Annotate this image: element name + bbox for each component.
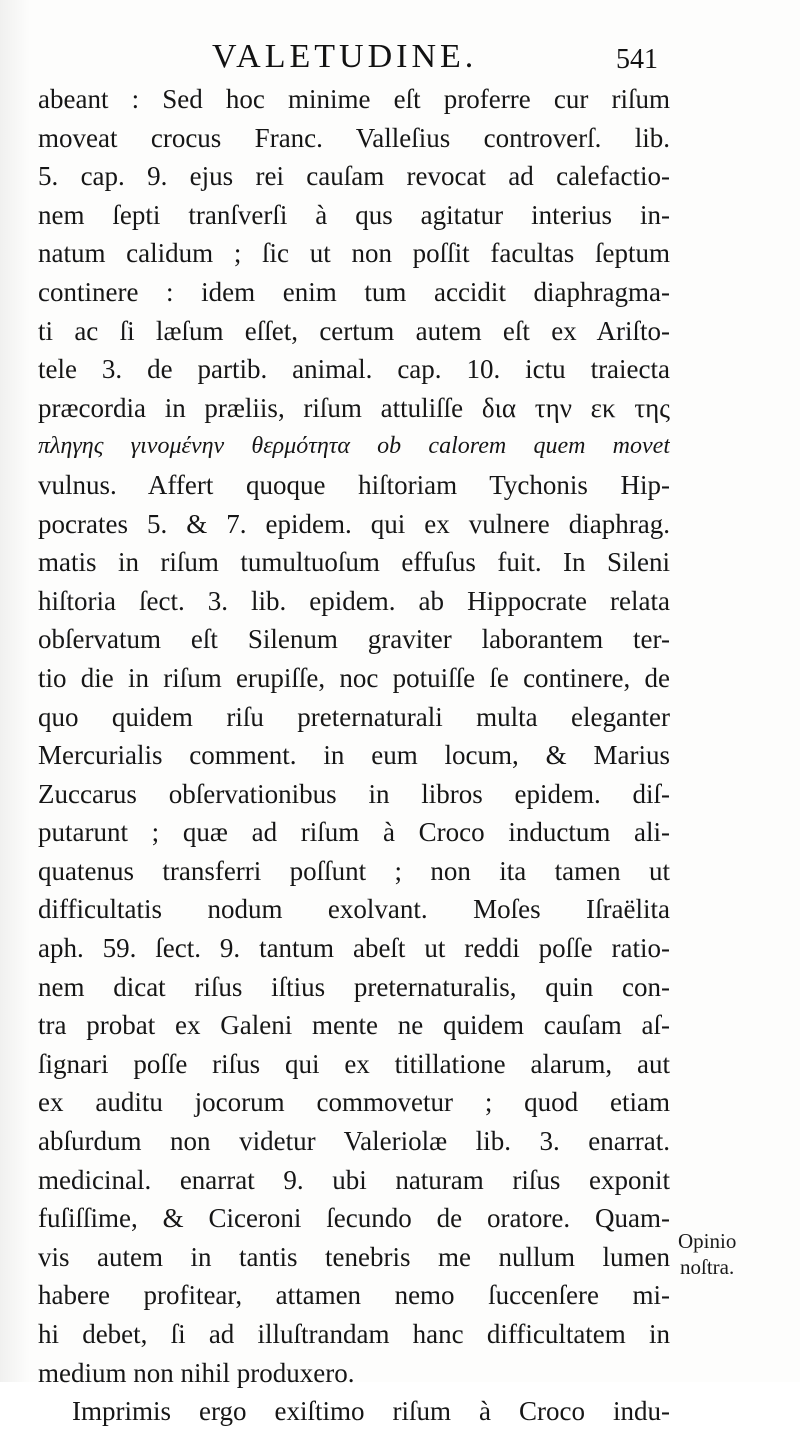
text-line: tele 3. de partib. animal. cap. 10. ictu traiecta xyxy=(38,354,670,385)
text-line: quo quidem riſu preternaturali multa eleganter xyxy=(38,701,670,732)
running-head xyxy=(0,38,800,78)
text-line-greek: πληγης γινομένην θερμότητα ob calorem quem movet xyxy=(38,433,670,460)
text-line: medicinal. enarrat 9. ubi naturam riſus exponit xyxy=(38,1164,670,1195)
text-line: hiſtoria ſect. 3. lib. epidem. ab Hippocrate relata xyxy=(38,585,670,616)
text-line: vulnus. Affert quoque hiſtoriam Tychonis Hip- xyxy=(38,469,670,500)
page-number: 541 xyxy=(616,44,658,75)
text-line: hi debet, ſi ad illuſtrandam hanc difficultatem in xyxy=(38,1319,670,1349)
text-line: natum calidum ; ſic ut non poſſit facultas ſeptum xyxy=(38,238,670,269)
text-line: continere : idem enim tum accidit diaphragma- xyxy=(38,276,670,307)
text-line: Mercurialis comment. in eum locum, & Marius xyxy=(38,740,670,771)
body-text xyxy=(38,80,670,1431)
text-line: vis autem in tantis tenebris me nullum lumen xyxy=(38,1241,670,1272)
text-line: tio die in riſum erupiſſe, noc potuiſſe ſe continere, de xyxy=(38,662,670,693)
text-line: medium non nihil produxero. xyxy=(38,1357,355,1388)
text-line: fuſiſſime, & Ciceroni ſecundo de oratore. Quam- xyxy=(38,1203,670,1234)
text-line: difficultatis nodum exolvant. Moſes Iſraëlita xyxy=(38,894,670,925)
text-line: pocrates 5. & 7. epidem. qui ex vulnere diaphrag. xyxy=(38,508,670,539)
text-line: Imprimis ergo exiſtimo riſum à Croco indu- xyxy=(72,1396,670,1427)
running-title: VALETUDINE. xyxy=(212,38,478,75)
text-line: habere profitear, attamen nemo ſuccenſere mi- xyxy=(38,1280,670,1311)
text-line: Zuccarus obſervationibus in libros epidem. diſ- xyxy=(38,778,670,809)
text-line: ſignari poſſe riſus qui ex titillatione alarum, aut xyxy=(38,1048,670,1079)
text-line: quatenus transferri poſſunt ; non ita tamen ut xyxy=(38,855,670,886)
text-line: obſervatum eſt Silenum graviter laborantem ter- xyxy=(38,624,670,655)
text-line: aph. 59. ſect. 9. tantum abeſt ut reddi poſſe ratio- xyxy=(38,933,670,964)
text-line: ex auditu jocorum commovetur ; quod etiam xyxy=(38,1087,670,1118)
text-line: nem dicat riſus iſtius preternaturalis, quin con- xyxy=(38,971,670,1002)
text-line: matis in riſum tumultuoſum effuſus fuit. In Sileni xyxy=(38,547,670,578)
text-line: moveat crocus Franc. Valleſius controverſ. lib. xyxy=(38,122,670,153)
text-line: ti ac ſi læſum eſſet, certum autem eſt ex Ariſto- xyxy=(38,315,670,346)
text-line: abſurdum non videtur Valeriolæ lib. 3. enarrat. xyxy=(38,1126,670,1157)
margin-note-line: noſtra. xyxy=(680,1255,735,1279)
text-line: tra probat ex Galeni mente ne quidem cauſam aſ- xyxy=(38,1010,670,1041)
margin-note-line: Opinio xyxy=(678,1229,737,1253)
text-line: præcordia in præliis, riſum attuliſſe δια την εκ της xyxy=(38,392,670,423)
text-line: putarunt ; quæ ad riſum à Croco inductum ali- xyxy=(38,817,670,848)
page-edge-shadow xyxy=(0,0,30,1382)
margin-note xyxy=(678,1228,794,1280)
text-line: abeant : Sed hoc minime eſt proferre cur riſum xyxy=(38,84,670,114)
text-line: 5. cap. 9. ejus rei cauſam revocat ad calefactio- xyxy=(38,161,670,192)
text-line: nem ſepti tranſverſi à qus agitatur interius in- xyxy=(38,199,670,230)
